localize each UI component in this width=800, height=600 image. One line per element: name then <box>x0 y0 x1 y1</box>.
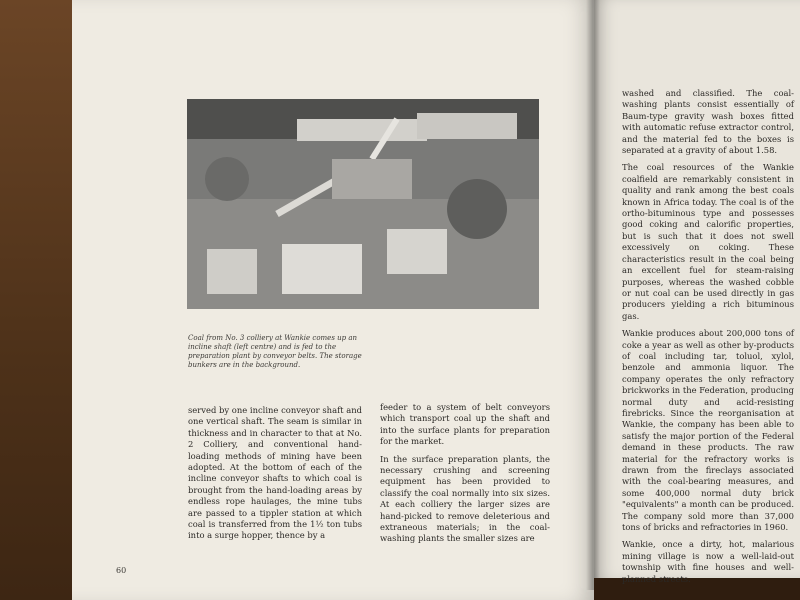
paragraph: Wankie produces about 200,000 tons of coke a year as well as other by-products of coal including tar, toluol, xylol, benzole and ammonia liquor. The company operates the only refractory brickworks in the Federation, producing normal duty and acid-resisting firebricks. Since the reorganisation at Wankie, the company has been able to satisfy the major portion of the Federal demand in these products. The raw material for the refractory works is drawn from the fireclays associated with the coal-bearing measures, and some 400,000 normal duty brick "equivalents" a month can be produced. The company sold more than 37,000 tons of bricks and refractories in 1960. <box>622 328 794 533</box>
text-column-middle <box>380 402 550 551</box>
photo-caption: Coal from No. 3 colliery at Wankie comes up an incline shaft (left centre) and is fed to the preparation plant by conveyor belts. The storage bunkers are in the background. <box>188 334 362 369</box>
paragraph: The coal resources of the Wankie coalfield are remarkably consistent in quality and rank among the best coals known in Africa today. The coal is of the ortho-bituminous type and possesses good coking and calorific properties, but is such that it does not swell excessively on coking. These characteristics result in the coal being an excellent fuel for steam-raising purposes, whereas the washed cobble or nut coal can be used directly in gas producers yielding a rich bituminous gas. <box>622 162 794 321</box>
colliery-photo-illustration <box>187 99 539 309</box>
paragraph: feeder to a system of belt conveyors which transport coal up the shaft and into the surface plants for preparation for the market. <box>380 402 550 447</box>
paragraph: Wankie, once a dirty, hot, malarious mining village is now a well-laid-out township with fine houses and well-planned streets. <box>622 539 794 584</box>
book-gutter <box>586 0 600 590</box>
text-column-left <box>188 405 362 548</box>
aerial-photograph <box>187 99 539 309</box>
page-number: 60 <box>116 566 127 575</box>
paragraph: In the surface preparation plants, the necessary crushing and screening equipment has been provided to classify the coal normally into six sizes. At each colliery the larger sizes are hand-picked to remove deleterious and extraneous materials; in the coal-washing plants the smaller sizes are <box>380 453 550 544</box>
paragraph: washed and classified. The coal-washing plants consist essentially of Baum-type gravity wash boxes fitted with automatic refuse extractor control, and the material fed to the boxes is separated at a gravity of about 1.58. <box>622 88 794 156</box>
paragraph: served by one incline conveyor shaft and one vertical shaft. The seam is similar in thickness and in character to that at No. 2 Colliery, and conventional hand-loading methods of mining have been adopted. At the bottom of each of the incline conveyor shafts to which coal is brought from the hand-loading areas by endless rope haulages, the mine tubs are passed to a tippler station at which coal is transferred from the 1½ ton tubs into a surge hopper, thence by a <box>188 405 362 541</box>
text-column-right <box>622 88 794 591</box>
